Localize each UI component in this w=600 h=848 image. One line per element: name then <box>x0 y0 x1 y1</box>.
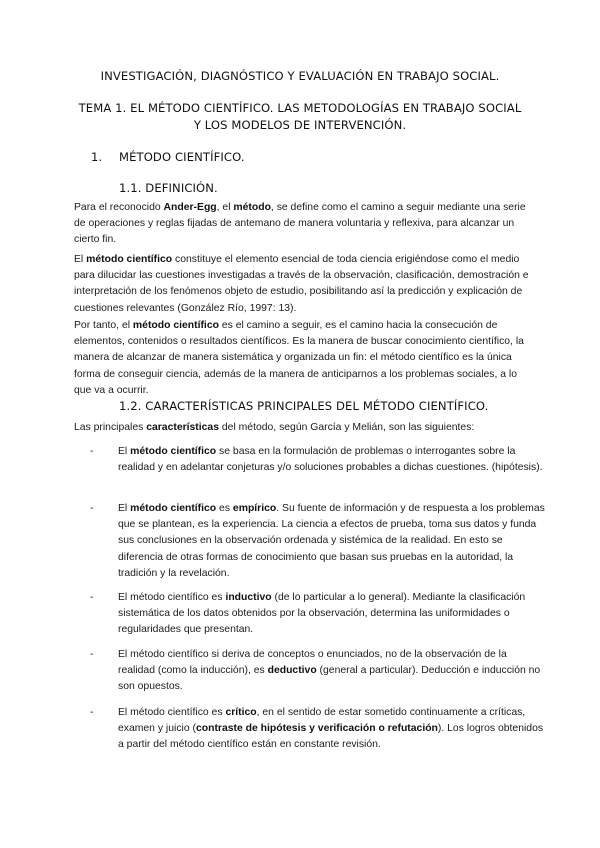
characteristics-intro: Las principales características del método, según García y Melián, son las siguientes: <box>74 422 475 433</box>
section-1-2-heading: 1.2. CARACTERÍSTICAS PRINCIPALES DEL MÉTODO CIENTÍFICO. <box>119 399 489 413</box>
section-1-heading: MÉTODO CIENTÍFICO. <box>119 150 245 164</box>
document-title: INVESTIGACIÓN, DIAGNÓSTICO Y EVALUACIÓN EN TRABAJO SOCIAL. <box>100 69 500 83</box>
list-dash: - <box>90 592 94 603</box>
section-1-1-heading: 1.1. DEFINICIÓN. <box>119 181 218 195</box>
list-dash: - <box>90 503 94 514</box>
list-dash: - <box>90 707 94 718</box>
characteristic-item-text: El método científico si deriva de conceptos o enunciados, no de la observación de la realidad (como la inducción), es deductivo (general a particular). Deducción e inducción no son opuestos. <box>118 649 541 693</box>
characteristic-item-text: El método científico es crítico, en el sentido de estar sometido continuamente a críticas, examen y juicio (contraste de hipótesis y verificación o refutación). Los logros obtenidos a partir del método científico están en constante revisión. <box>118 707 544 751</box>
definition-paragraph-2: El método científico constituye el elemento esencial de toda ciencia erigiéndose como el medio para dilucidar las cuestiones investigadas a través de la observación, clasificación, demostración e interpretación de los fenómenos objeto de estudio, posibilitando así la predicción y explicación de cuestiones relevantes (González Río, 1997: 13). <box>74 254 529 314</box>
list-dash: - <box>90 446 94 457</box>
topic-heading-line1: TEMA 1. EL MÉTODO CIENTÍFICO. LAS METODOLOGÍAS EN TRABAJO SOCIAL <box>78 101 522 115</box>
characteristic-item-text: El método científico se basa en la formulación de problemas o interrogantes sobre la realidad y en adelantar conjeturas y/o soluciones probables a dichas cuestiones. (hipótesis). <box>118 446 543 474</box>
topic-heading-line2: Y LOS MODELOS DE INTERVENCIÓN. <box>193 118 407 132</box>
definition-paragraph-1: Para el reconocido Ander-Egg, el método, se define como el camino a seguir mediante una serie de operaciones y reglas fijadas de antemano de manera voluntaria y reflexiva, para alcanzar un cierto fin. <box>74 202 526 246</box>
topic-heading <box>60 100 540 134</box>
characteristic-item-text: El método científico es empírico. Su fuente de información y de respuesta a los problemas que se plantean, es la experiencia. La ciencia a efectos de prueba, toma sus datos y funda sus conclusiones en la observación ordenada y sistémica de la realidad. En esto se diferencia de otras formas de conocimiento que basan sus pruebas en la autoridad, la tradición y la revelación. <box>118 503 545 579</box>
characteristic-item-text: El método científico es inductivo (de lo particular a lo general). Mediante la clasificación sistemática de los datos obtenidos por la observación, determina las uniformidades o regularidades que presentan. <box>118 592 526 636</box>
list-dash: - <box>90 649 94 660</box>
definition-paragraph-3: Por tanto, el método científico es el camino a seguir, es el camino hacia la consecución de elementos, contenidos o resultados científicos. Es la manera de buscar conocimiento científico, la manera de alcanzar de manera sistemática y organizada un fin: el método científico es la única forma de conseguir ciencia, además de la manera de anticiparnos a los problemas sociales, a lo que va a ocurrir. <box>74 320 524 396</box>
section-1-number: 1. <box>91 150 103 164</box>
